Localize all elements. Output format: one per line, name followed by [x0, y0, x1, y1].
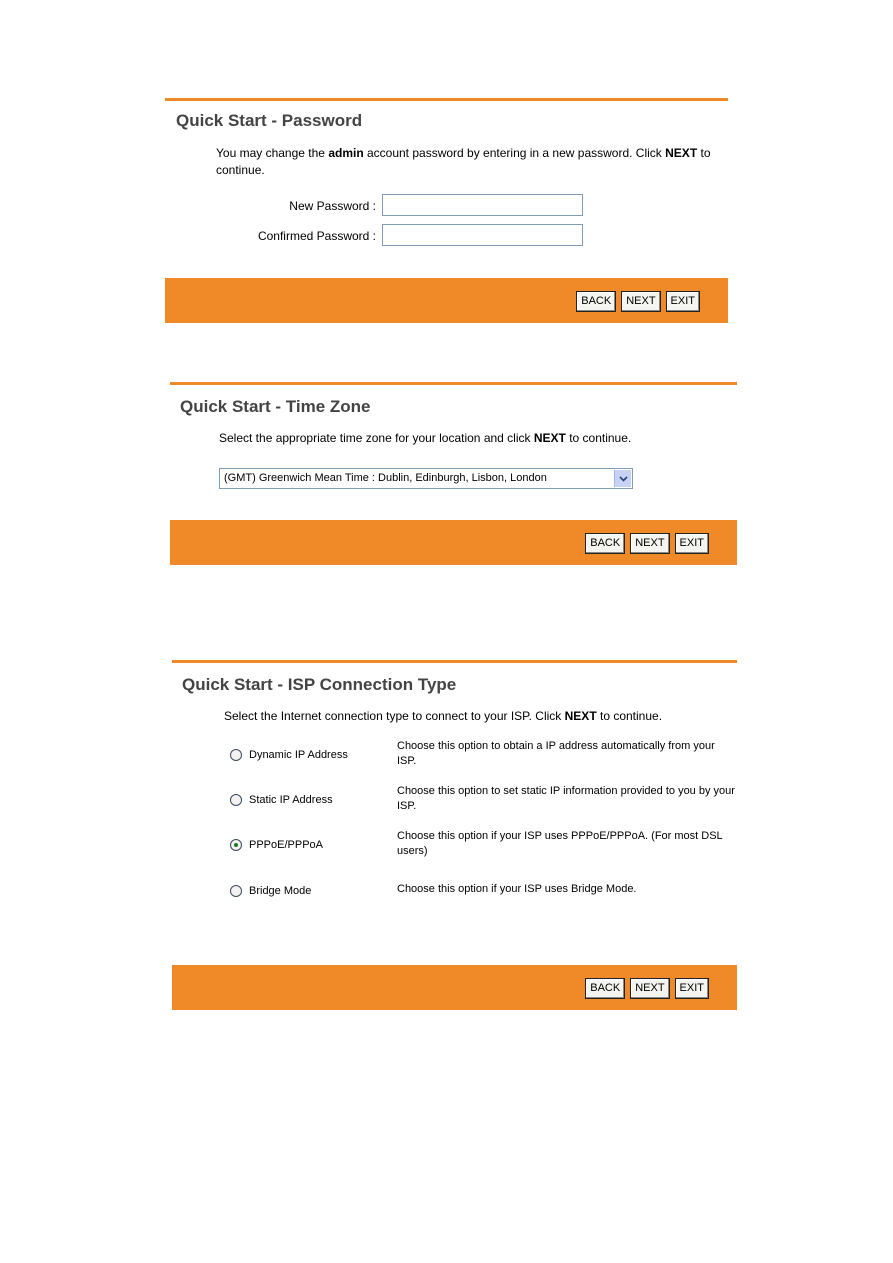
timezone-title: Quick Start - Time Zone [180, 397, 371, 416]
radio-pppoe[interactable] [230, 839, 242, 851]
timezone-buttons [585, 533, 709, 554]
back-button[interactable]: BACK [585, 533, 625, 554]
exit-button[interactable]: EXIT [675, 978, 709, 999]
password-buttons [576, 291, 700, 312]
isp-buttons [585, 978, 709, 999]
next-button[interactable]: NEXT [621, 291, 660, 312]
next-button[interactable]: NEXT [630, 533, 669, 554]
next-button[interactable]: NEXT [630, 978, 669, 999]
dynamic-ip-label: Dynamic IP Address [249, 749, 348, 761]
new-password-input[interactable] [382, 194, 583, 216]
password-button-bar [165, 278, 728, 323]
radio-dynamic-ip[interactable] [230, 749, 242, 761]
pppoe-label: PPPoE/PPPoA [249, 839, 323, 851]
chevron-down-icon[interactable] [614, 470, 631, 487]
static-ip-label: Static IP Address [249, 794, 333, 806]
isp-button-bar [172, 965, 737, 1010]
isp-panel [172, 660, 737, 1012]
dynamic-ip-description: Choose this option to obtain a IP address automatically from your ISP. [397, 740, 715, 767]
new-password-label: New Password : [289, 199, 376, 213]
isp-description: Select the Internet connection type to connect to your ISP. Click NEXT to continue. [224, 709, 663, 723]
back-button[interactable]: BACK [585, 978, 625, 999]
isp-top-line [172, 660, 737, 663]
timezone-panel [170, 382, 737, 567]
timezone-selected-value: (GMT) Greenwich Mean Time : Dublin, Edinburgh, Lisbon, London [224, 472, 547, 484]
static-ip-description: Choose this option to set static IP information provided to you by your ISP. [397, 785, 735, 812]
confirm-password-label: Confirmed Password : [257, 229, 376, 243]
radio-bridge-mode[interactable] [230, 885, 242, 897]
password-title: Quick Start - Password [176, 111, 363, 130]
confirm-password-input[interactable] [382, 224, 583, 246]
exit-button[interactable]: EXIT [666, 291, 700, 312]
timezone-select[interactable] [219, 468, 633, 489]
timezone-description: Select the appropriate time zone for your location and click NEXT to continue. [219, 431, 632, 445]
password-top-line [165, 98, 728, 101]
timezone-button-bar [170, 520, 737, 565]
back-button[interactable]: BACK [576, 291, 616, 312]
bridge-mode-description: Choose this option if your ISP uses Bridge Mode. [397, 883, 637, 895]
password-panel [165, 98, 728, 324]
radio-static-ip[interactable] [230, 794, 242, 806]
password-description: You may change the admin account password by entering in a new password. Click NEXT to continue. [216, 146, 711, 177]
pppoe-description: Choose this option if your ISP uses PPPoE/PPPoA. (For most DSL users) [397, 830, 723, 857]
isp-title: Quick Start - ISP Connection Type [182, 675, 457, 694]
exit-button[interactable]: EXIT [675, 533, 709, 554]
bridge-mode-label: Bridge Mode [249, 885, 312, 897]
timezone-top-line [170, 382, 737, 385]
